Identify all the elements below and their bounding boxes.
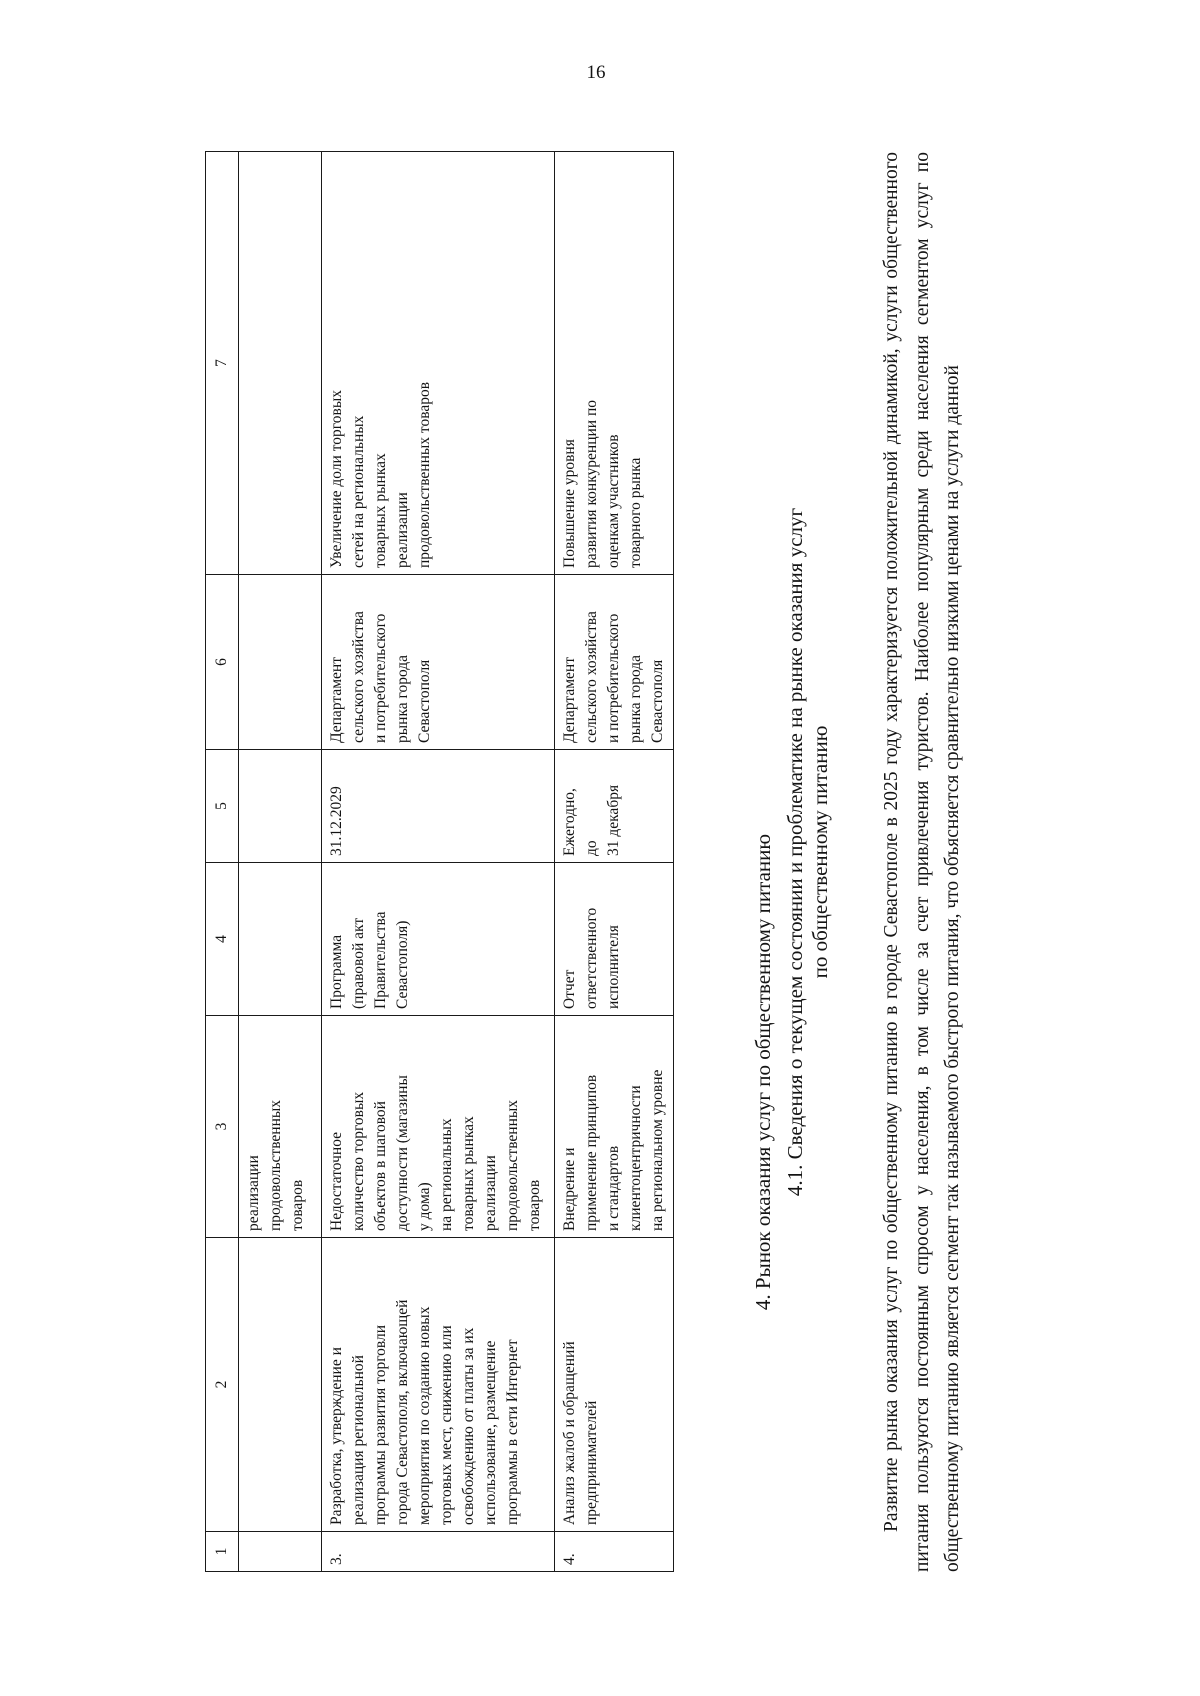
- cell-num: 3.: [322, 1532, 555, 1572]
- cell-document: Программа (правовой акт Правительства Севастополя): [322, 863, 555, 1016]
- cell-measure: Разработка, утверждение и реализация региональной программы развития торговли города Севастополя, включающей мероприятия по созданию новых торговых мест, снижению или освобождению от платы за их использование, размещение программы в сети Интернет: [322, 1238, 555, 1532]
- cell-result: [239, 152, 322, 575]
- measures-table: [205, 151, 674, 1572]
- subsection-title: [783, 132, 833, 1572]
- cell-measure: [239, 1238, 322, 1532]
- body-paragraph: Развитие рынка оказания услуг по общественному питанию в городе Севастополе в 2025 году характеризуется положительной динамикой, услуги общественного питания пользуются постоянным спросом у населения, в том числе за счет привлечения туристов. Наиболее популярным среди населения сегментом услуг по общественному питанию является сегмент так называемого быстрого питания, что объясняется сравнительно низкими ценами на услуги данной: [881, 152, 963, 1572]
- cell-num: 4.: [555, 1532, 674, 1572]
- subsection-title-line-2: по общественному питанию: [808, 725, 832, 979]
- cell-result: Повышение уровня развития конкуренции по оценкам участников товарного рынка: [555, 152, 674, 575]
- table-row: [239, 152, 322, 1572]
- cell-problem: Внедрение и применение принципов и стандартов клиентоцентричности на региональном уровне: [555, 1016, 674, 1238]
- col-header-5: 5: [206, 750, 239, 863]
- col-header-4: 4: [206, 863, 239, 1016]
- cell-document: [239, 863, 322, 1016]
- cell-result: Увеличение доли торговых сетей на региональных товарных рынках реализации продовольственных товаров: [322, 152, 555, 575]
- cell-deadline: 31.12.2029: [322, 750, 555, 863]
- cell-num: [239, 1532, 322, 1572]
- table-row: [322, 152, 555, 1572]
- cell-problem: Недостаточное количество торговых объектов в шаговой доступности (магазины у дома) на региональных товарных рынках реализации продовольственных товаров: [322, 1016, 555, 1238]
- cell-executor: Департамент сельского хозяйства и потребительского рынка города Севастополя: [555, 575, 674, 750]
- cell-deadline: Ежегодно, до 31 декабря: [555, 750, 674, 863]
- cell-executor: [239, 575, 322, 750]
- col-header-3: 3: [206, 1016, 239, 1238]
- table-row: [555, 152, 674, 1572]
- cell-executor: Департамент сельского хозяйства и потребительского рынка города Севастополя: [322, 575, 555, 750]
- col-header-6: 6: [206, 575, 239, 750]
- cell-problem: реализации продовольственных товаров: [239, 1016, 322, 1238]
- section-title: 4. Рынок оказания услуг по общественному питанию: [751, 833, 775, 1311]
- col-header-2: 2: [206, 1238, 239, 1532]
- subsection-title-line-1: 4.1. Сведения о текущем состоянии и проблематике на рынке оказания услуг: [783, 507, 807, 1197]
- table-header-row: [206, 152, 239, 1572]
- rotated-content: [205, 152, 1045, 1572]
- cell-document: Отчет ответственного исполнителя: [555, 863, 674, 1016]
- cell-deadline: [239, 750, 322, 863]
- page-number: 16: [586, 62, 606, 83]
- cell-measure: Анализ жалоб и обращений предпринимателей: [555, 1238, 674, 1532]
- col-header-7: 7: [206, 152, 239, 575]
- col-header-1: 1: [206, 1532, 239, 1572]
